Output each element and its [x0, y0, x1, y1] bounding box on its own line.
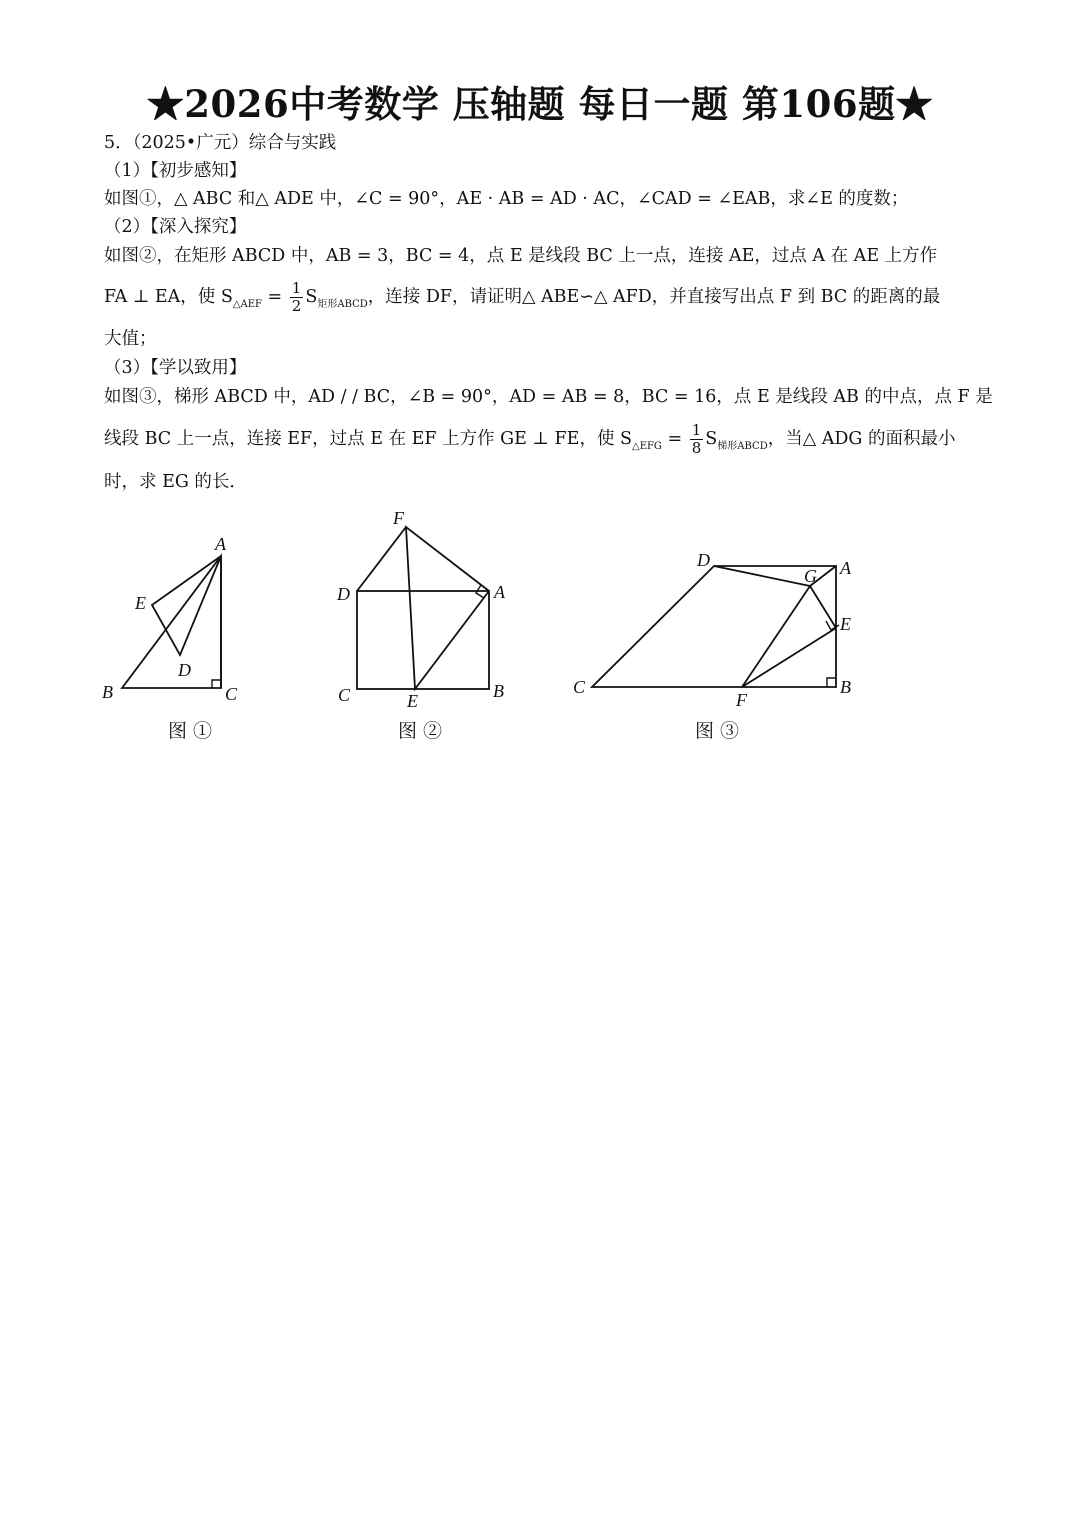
fig1-label-e: E	[135, 593, 146, 613]
fig3-label-a: A	[840, 558, 851, 578]
fig2-df-line	[357, 527, 406, 591]
part2-line2-start: FA ⊥ EA，使 S	[104, 287, 233, 307]
part3-eq: =	[667, 429, 683, 449]
part2-line2-end: ，连接 DF，请证明△ ABE∽△ AFD，并直接写出点 F 到 BC 的距离的最	[367, 287, 941, 307]
fig3-label-f: F	[736, 690, 747, 710]
part3-s: S	[705, 429, 718, 449]
fig1-caption: 图 ①	[168, 720, 213, 742]
part3-sub2: 梯形ABCD	[717, 441, 768, 452]
part3-line2	[104, 422, 984, 457]
fig1-label-a: A	[215, 534, 226, 554]
part3-sub1: △EFG	[632, 441, 662, 452]
figures-canvas	[0, 500, 1080, 760]
part2-heading: （2）【深入探究】	[104, 217, 247, 237]
fig3-label-g: G	[804, 566, 817, 586]
part3-line1: 如图③，梯形 ABCD 中，AD / / BC，∠B = 90°，AD = AB = 8，BC = 16，点 E 是线段 AB 的中点，点 F 是	[104, 387, 993, 407]
part2-sub2: 矩形ABCD	[317, 299, 368, 310]
problem-header: 5．（2025•广元）综合与实践	[104, 133, 337, 153]
fig3-caption: 图 ③	[695, 720, 740, 742]
part3-line2-end: ，当△ ADG 的面积最小	[767, 429, 956, 449]
fig2-caption: 图 ②	[398, 720, 443, 742]
part1-heading: （1）【初步感知】	[104, 161, 247, 181]
part3-line3: 时，求 EG 的长．	[104, 472, 247, 492]
part2-fraction	[290, 280, 304, 315]
part2-sub1: △AEF	[232, 299, 262, 310]
part3-line2-start: 线段 BC 上一点，连接 EF，过点 E 在 EF 上方作 GE ⊥ FE，使 S	[104, 429, 632, 449]
part2-s: S	[305, 287, 318, 307]
part2-line2	[104, 280, 984, 315]
fig3-label-c: C	[573, 677, 586, 697]
fig1-label-d: D	[178, 660, 191, 680]
fig3-label-b: B	[840, 677, 851, 697]
part2-line1: 如图②，在矩形 ABCD 中，AB = 3，BC = 4，点 E 是线段 BC 上一点，连接 AE，过点 A 在 AE 上方作	[104, 246, 938, 266]
part2-frac-den: 2	[291, 297, 302, 315]
fig3-dg-line	[714, 566, 810, 586]
fig2-label-c: C	[338, 685, 351, 705]
part2-eq: =	[267, 287, 283, 307]
fig1-triangle-abc	[122, 556, 221, 688]
fig3-label-e: E	[840, 614, 851, 634]
fig2-triangle-afe	[406, 527, 489, 689]
part3-heading: （3）【学以致用】	[104, 358, 247, 378]
part2-frac-num: 1	[291, 279, 302, 297]
fig2-label-f: F	[393, 508, 404, 528]
fig1-right-angle-mark	[212, 680, 221, 688]
fig2-label-e: E	[407, 691, 418, 711]
fig3-label-d: D	[697, 550, 710, 570]
part3-frac-den: 8	[691, 439, 702, 457]
fig2-label-a: A	[494, 582, 505, 602]
part1-text: 如图①，△ ABC 和△ ADE 中，∠C = 90°，AE · AB = AD · AC，∠CAD = ∠EAB，求∠E 的度数；	[104, 189, 909, 209]
fig1-label-b: B	[102, 682, 113, 702]
fig3-triangle-efg	[742, 586, 836, 687]
part2-line3: 大值；	[104, 329, 157, 349]
fig2-label-b: B	[493, 681, 504, 701]
part3-frac-num: 1	[691, 421, 702, 439]
part3-fraction	[690, 422, 704, 457]
fig2-rectangle-abcd	[357, 591, 489, 689]
fig1-label-c: C	[225, 684, 238, 704]
fig2-label-d: D	[337, 584, 350, 604]
page-title: ★2026中考数学 压轴题 每日一题 第106题★	[146, 82, 934, 126]
fig3-right-angle-b	[827, 678, 836, 687]
